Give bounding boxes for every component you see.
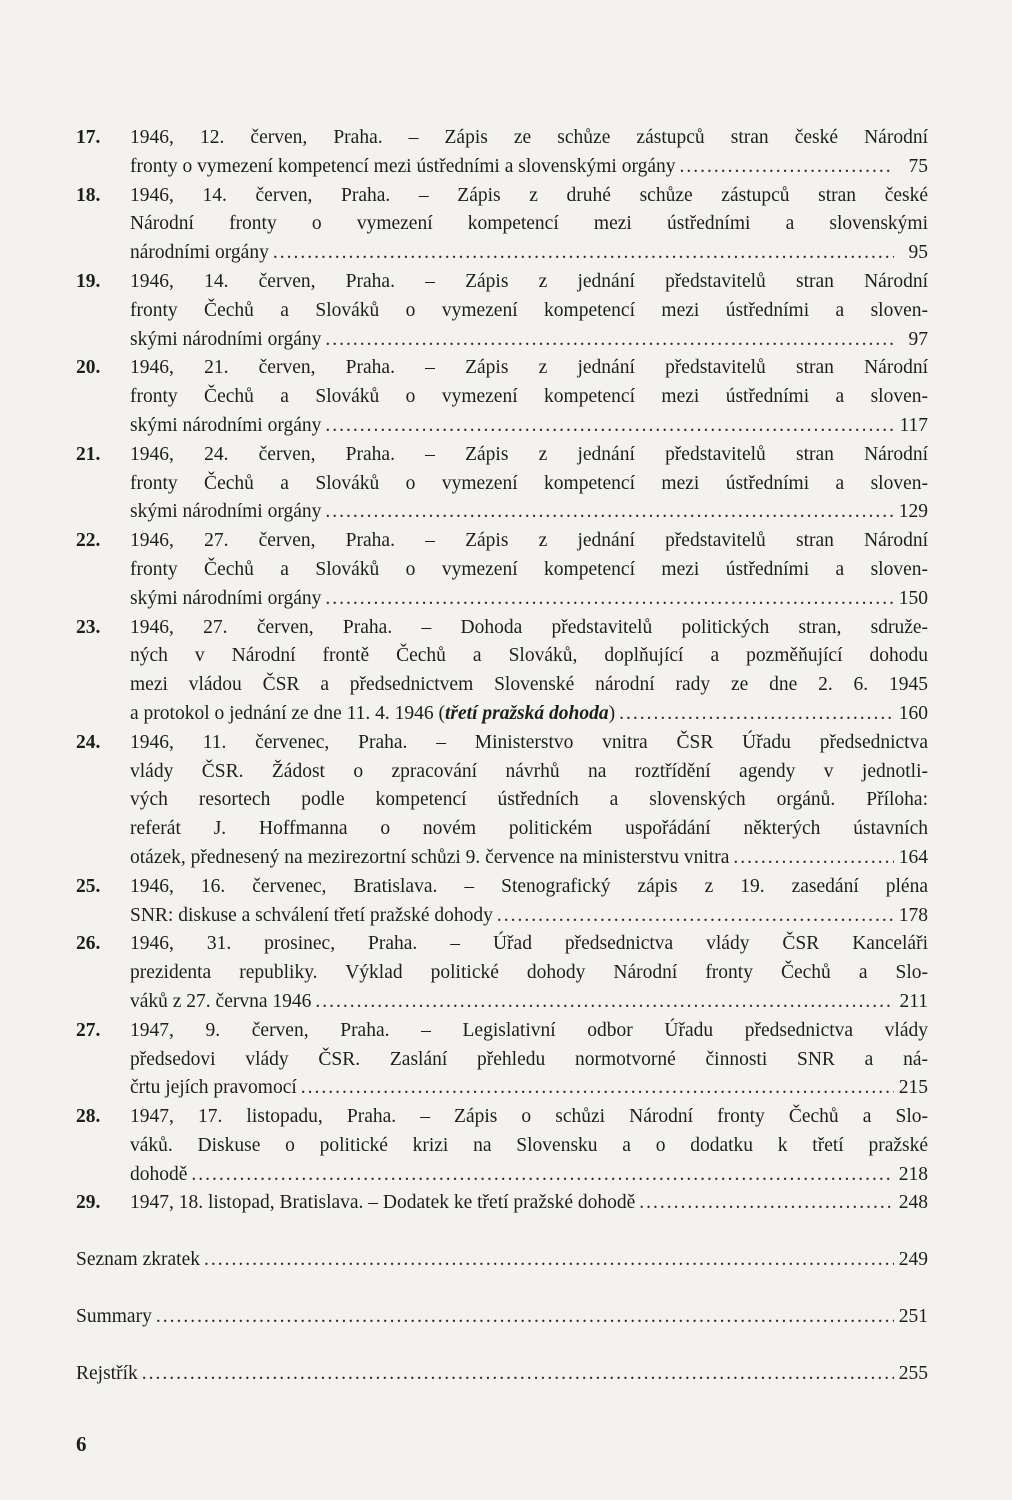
entry-last-text: skými národními orgány	[130, 587, 322, 609]
entry-line: 1947, 17. listopadu, Praha. – Zápis o schůzi Národní fronty Čechů a Slo-	[130, 1106, 928, 1128]
entry-text	[130, 268, 928, 354]
entry-line: ných v Národní frontě Čechů a Slováků, doplňující a pozměňující dohodu	[130, 645, 928, 667]
entry-page-number: 117	[899, 414, 928, 436]
entry-number: 24.	[76, 731, 101, 753]
toc-entry	[76, 614, 928, 729]
dot-leader	[497, 902, 894, 931]
entry-last-text: skými národními orgány	[130, 501, 322, 523]
entry-text	[130, 527, 928, 613]
dot-leader	[619, 700, 894, 729]
entry-line: 1946, 24. červen, Praha. – Zápis z jednání představitelů stran Národní	[130, 443, 928, 465]
entry-number: 22.	[76, 530, 101, 552]
dot-leader	[204, 1246, 894, 1275]
entry-page-number: 95	[908, 242, 928, 264]
entry-line: 1946, 31. prosinec, Praha. – Úřad předsednictva vlády ČSR Kanceláři	[130, 933, 928, 955]
entry-number: 20.	[76, 357, 101, 379]
dot-leader	[325, 412, 894, 441]
entry-page-number: 248	[898, 1192, 928, 1214]
back-matter-page-number: 249	[898, 1249, 928, 1271]
entry-line: vých resortech podle kompetencí ústředních a slovenských orgánů. Příloha:	[130, 789, 928, 811]
entry-last-text: SNR: diskuse a schválení třetí pražské dohody	[130, 904, 493, 926]
entry-line: 1947, 9. červen, Praha. – Legislativní odbor Úřadu předsednictva vlády	[130, 1019, 928, 1041]
entry-line: předsedovi vlády ČSR. Zaslání přehledu normotvorné činnosti SNR a ná-	[130, 1048, 928, 1070]
dot-leader	[639, 1189, 894, 1218]
entry-line: 1946, 14. červen, Praha. – Zápis z jednání představitelů stran Národní	[130, 270, 928, 292]
entry-text	[130, 1189, 928, 1218]
entry-last-text: dohodě	[130, 1163, 188, 1185]
entry-line: 1946, 21. červen, Praha. – Zápis z jednání představitelů stran Národní	[130, 357, 928, 379]
dot-leader	[315, 988, 894, 1017]
table-of-contents	[76, 124, 928, 1389]
entry-last-line	[130, 239, 928, 268]
toc-entry	[76, 268, 928, 354]
toc-entry	[76, 930, 928, 1016]
entry-last-line	[130, 1074, 928, 1103]
entry-line: fronty Čechů a Slováků o vymezení kompetencí mezi ústředními a sloven-	[130, 386, 928, 408]
entry-text	[130, 1017, 928, 1103]
entry-number: 18.	[76, 184, 101, 206]
entry-line: 1946, 27. červen, Praha. – Dohoda představitelů politických stran, sdruže-	[130, 616, 928, 638]
entry-last-text: skými národními orgány	[130, 328, 322, 350]
dot-leader	[325, 326, 894, 355]
dot-leader	[191, 1161, 894, 1190]
entry-number: 25.	[76, 875, 101, 897]
entry-line: váků. Diskuse o politické krizi na Slovensku a o dodatku k třetí pražské	[130, 1134, 928, 1156]
spacer	[76, 1275, 928, 1303]
entry-text	[130, 182, 928, 268]
entry-last-line	[130, 1161, 928, 1190]
entry-last-text: skými národními orgány	[130, 414, 322, 436]
entry-last-text: váků z 27. června 1946	[130, 990, 312, 1012]
back-matter-page-number: 251	[898, 1306, 928, 1328]
toc-entry	[76, 124, 928, 182]
entry-last-text: črtu jejích pravomocí	[130, 1077, 297, 1099]
toc-entry	[76, 1103, 928, 1189]
toc-entry	[76, 729, 928, 873]
entry-last-line	[130, 700, 928, 729]
entry-line: prezidenta republiky. Výklad politické dohody Národní fronty Čechů a Slo-	[130, 962, 928, 984]
page-number: 6	[76, 1432, 87, 1456]
toc-entry	[76, 1189, 928, 1218]
entry-last-line	[130, 153, 928, 182]
entry-page-number: 97	[908, 328, 928, 350]
entry-number: 21.	[76, 443, 101, 465]
back-matter-entry	[76, 1246, 928, 1275]
entry-last-line	[130, 585, 928, 614]
back-matter-title: Seznam zkratek	[76, 1249, 200, 1271]
toc-entry	[76, 354, 928, 440]
entry-number: 28.	[76, 1106, 101, 1128]
dot-leader	[142, 1360, 894, 1389]
back-matter-entry	[76, 1303, 928, 1332]
toc-entry	[76, 182, 928, 268]
dot-leader	[733, 844, 894, 873]
entry-number: 26.	[76, 933, 101, 955]
dot-leader	[325, 585, 894, 614]
entry-last-text: a protokol o jednání ze dne 11. 4. 1946 (	[130, 702, 445, 724]
entry-last-line	[130, 498, 928, 527]
entry-number: 27.	[76, 1019, 101, 1041]
entry-line: fronty Čechů a Slováků o vymezení kompetencí mezi ústředními a sloven-	[130, 558, 928, 580]
entry-line: 1946, 12. červen, Praha. – Zápis ze schůze zástupců stran české Národní	[130, 127, 928, 148]
entry-line: referát J. Hoffmanna o novém politickém uspořádání některých ústavních	[130, 818, 928, 840]
entry-last-line	[130, 844, 928, 873]
entry-last-tail: )	[608, 702, 616, 724]
entry-text	[130, 729, 928, 873]
toc-entry	[76, 441, 928, 527]
entry-page-number: 178	[898, 904, 928, 926]
back-matter-title: Rejstřík	[76, 1362, 138, 1384]
entry-last-line	[130, 902, 928, 931]
entry-line: Národní fronty o vymezení kompetencí mezi ústředními a slovenskými	[130, 213, 928, 235]
entry-number: 19.	[76, 270, 101, 292]
entry-page-number: 164	[898, 846, 928, 868]
entry-line: 1946, 11. červenec, Praha. – Ministerstvo vnitra ČSR Úřadu předsednictva	[130, 731, 928, 753]
dot-leader	[325, 498, 894, 527]
dot-leader	[273, 239, 894, 268]
entry-number: 29.	[76, 1192, 101, 1214]
entry-italic-title: třetí pražská dohoda	[445, 702, 609, 724]
dot-leader	[680, 153, 894, 182]
entry-text	[130, 873, 928, 931]
entry-line: vlády ČSR. Žádost o zpracování návrhů na roztřídění agendy v jednotli-	[130, 760, 928, 782]
toc-entry	[76, 873, 928, 931]
entry-line: 1946, 16. červenec, Bratislava. – Stenografický zápis z 19. zasedání pléna	[130, 875, 928, 897]
toc-entry	[76, 527, 928, 613]
entry-last-text: národními orgány	[130, 242, 269, 264]
entry-page-number: 150	[898, 587, 928, 609]
toc-entry	[76, 1017, 928, 1103]
entry-text	[130, 614, 928, 729]
entry-text	[130, 1103, 928, 1189]
entry-page-number: 129	[898, 501, 928, 523]
entry-line: 1946, 27. červen, Praha. – Zápis z jednání představitelů stran Národní	[130, 530, 928, 552]
entry-last-line	[130, 1189, 928, 1218]
entry-last-line	[130, 988, 928, 1017]
entry-line: mezi vládou ČSR a předsednictvem Slovenské národní rady ze dne 2. 6. 1945	[130, 674, 928, 696]
entry-page-number: 160	[898, 702, 928, 724]
entry-last-line	[130, 326, 928, 355]
entry-number: 17.	[76, 127, 101, 148]
entry-page-number: 215	[898, 1077, 928, 1099]
back-matter-title: Summary	[76, 1306, 152, 1328]
dot-leader	[156, 1303, 894, 1332]
entry-text	[130, 354, 928, 440]
entry-last-line	[130, 412, 928, 441]
entry-number: 23.	[76, 616, 101, 638]
entry-line: fronty Čechů a Slováků o vymezení kompetencí mezi ústředními a sloven-	[130, 472, 928, 494]
entry-last-text: fronty o vymezení kompetencí mezi ústředními a slovenskými orgány	[130, 155, 676, 177]
entry-last-text: 1947, 18. listopad, Bratislava. – Dodatek ke třetí pražské dohodě	[130, 1192, 636, 1214]
entry-text	[130, 124, 928, 182]
back-matter-entry	[76, 1360, 928, 1389]
entry-line: fronty Čechů a Slováků o vymezení kompetencí mezi ústředními a sloven-	[130, 299, 928, 321]
dot-leader	[301, 1074, 894, 1103]
entry-page-number: 218	[898, 1163, 928, 1185]
entry-line: 1946, 14. červen, Praha. – Zápis z druhé schůze zástupců stran české	[130, 184, 928, 206]
entry-text	[130, 441, 928, 527]
entry-page-number: 75	[908, 155, 928, 177]
entry-page-number: 211	[899, 990, 928, 1012]
entry-last-text: otázek, přednesený na mezirezortní schůzi 9. července na ministerstvu vnitra	[130, 846, 730, 868]
spacer	[76, 1218, 928, 1246]
entry-text	[130, 930, 928, 1016]
back-matter-page-number: 255	[898, 1362, 928, 1384]
spacer	[76, 1332, 928, 1360]
